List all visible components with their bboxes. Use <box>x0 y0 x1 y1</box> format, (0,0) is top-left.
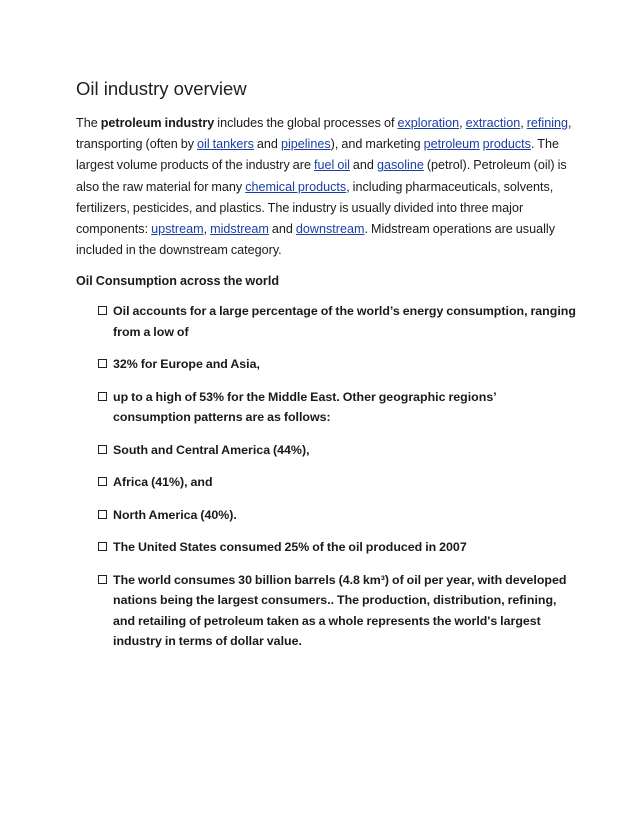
link-products[interactable]: products <box>482 137 531 152</box>
link-gasoline[interactable]: gasoline <box>376 158 424 173</box>
list-item-text: South and Central America (44%), <box>113 442 310 457</box>
list-item <box>76 301 576 342</box>
intro-paragraph <box>76 113 576 261</box>
text-fragment: . The largest volume products of the industry are <box>76 137 559 173</box>
text-fragment: (petrol). Petroleum (oil) is also the raw material for many <box>76 158 567 194</box>
text-fragment: and <box>268 222 296 237</box>
list-item <box>76 570 576 652</box>
square-bullet-icon <box>98 575 107 584</box>
list-item <box>76 537 576 558</box>
link-midstream[interactable]: midstream <box>210 222 269 237</box>
text-fragment: , <box>520 116 524 130</box>
list-item-text: Oil accounts for a large percentage of the world’s energy consumption, ranging from a low of <box>113 304 576 339</box>
list-item-text: North America (40%). <box>113 507 237 522</box>
link-petroleum[interactable]: petroleum <box>423 137 480 152</box>
text-fragment: , <box>459 116 466 130</box>
list-item-text: The world consumes 30 billion barrels (4.8 km³) of oil per year, with developed nations being the largest consumers.. The production, distribution, refining, and retailing of petroleum taken as a whole represents the world's largest industry in terms of dollar value. <box>113 572 567 649</box>
list-item <box>76 440 576 461</box>
list-item-text: 32% for Europe and Asia, <box>113 357 260 372</box>
list-item <box>76 472 576 493</box>
text-fragment: includes the global processes of <box>214 116 398 130</box>
text-fragment: , transporting (often by <box>76 116 572 152</box>
text-fragment: , <box>203 222 211 237</box>
list-item <box>76 387 576 428</box>
link-refining[interactable]: refining <box>526 116 569 130</box>
text-fragment: and <box>349 158 377 173</box>
text-fragment: and <box>253 137 281 152</box>
link-exploration[interactable]: exploration <box>397 116 460 130</box>
list-item <box>76 354 576 375</box>
text-fragment: , including pharmaceuticals, solvents, fertilizers, pesticides, and plastics. The industry is usually divided into three major components: <box>76 179 554 237</box>
document-body <box>76 78 576 664</box>
link-oil-tankers[interactable]: oil tankers <box>197 137 254 152</box>
text-fragment: . Midstream operations are usually included in the downstream category. <box>76 222 556 258</box>
list-item-text: up to a high of 53% for the Middle East. Other geographic regions’ consumption patterns are as follows: <box>113 389 496 425</box>
link-upstream[interactable]: upstream <box>151 222 204 237</box>
link-chemical-products[interactable]: chemical products <box>245 179 347 194</box>
bold-term: petroleum industry <box>100 116 215 130</box>
square-bullet-icon <box>98 392 107 401</box>
list-item <box>76 505 576 526</box>
page-title: Oil industry overview <box>76 78 247 99</box>
square-bullet-icon <box>98 306 107 315</box>
link-pipelines[interactable]: pipelines <box>280 137 331 152</box>
section-heading: Oil Consumption across the world <box>76 274 280 289</box>
link-downstream[interactable]: downstream <box>295 222 365 237</box>
square-bullet-icon <box>98 359 107 368</box>
square-bullet-icon <box>98 510 107 519</box>
square-bullet-icon <box>98 477 107 486</box>
list-item-text: Africa (41%), and <box>113 475 213 490</box>
square-bullet-icon <box>98 445 107 454</box>
list-item-text: The United States consumed 25% of the oil produced in 2007 <box>113 540 467 555</box>
link-fuel-oil[interactable]: fuel oil <box>314 158 350 173</box>
text-fragment: ), and marketing <box>330 137 424 152</box>
square-bullet-icon <box>98 542 107 551</box>
link-extraction[interactable]: extraction <box>465 116 521 130</box>
text-fragment: The <box>76 116 101 130</box>
bullet-list <box>76 301 576 652</box>
